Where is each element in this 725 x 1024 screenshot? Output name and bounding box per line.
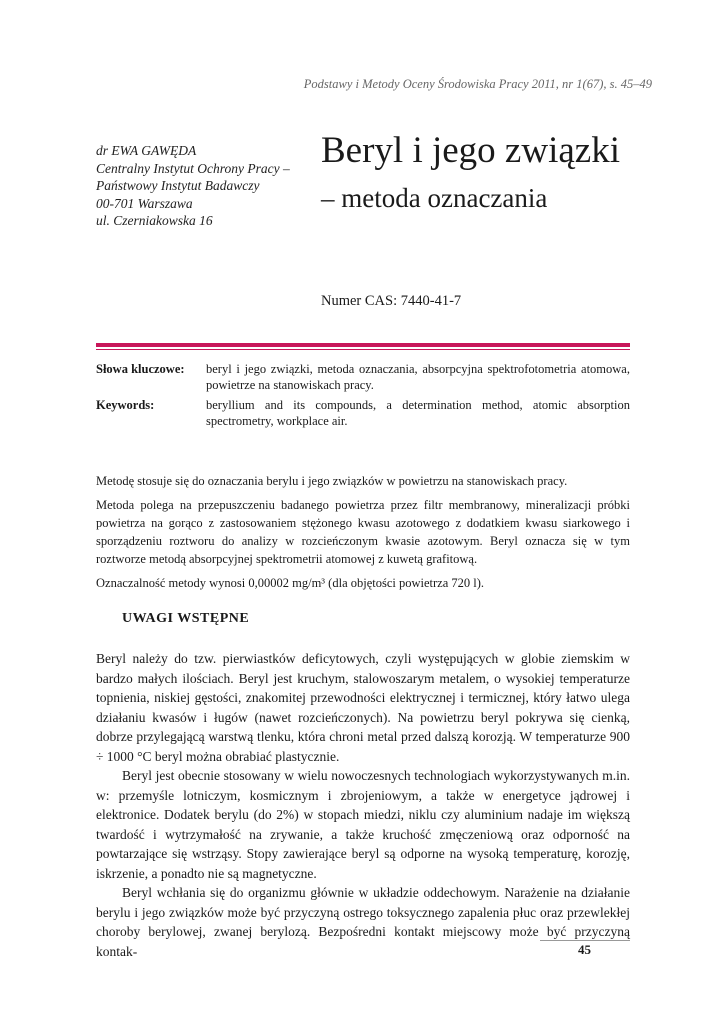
author-affiliation-line-2: Państwowy Instytut Badawczy <box>96 178 260 193</box>
divider-thick <box>96 343 630 347</box>
main-paragraph-2: Beryl jest obecnie stosowany w wielu nowoczesnych technologiach wykorzystywanych m.in. w: przemyśle lotniczym, kosmicznym i zbrojeniowym, a także w energetyce jądrowej i elektronice. Dodatek berylu (do 2%) w stopach miedzi, niklu czy aluminium nadaje im większą twardość i wytrzymałość na zrywanie, a także kruchość zmęczeniową oraz odporność na powtarzające się wstrząsy. Stopy zawierające beryl są odporne na wysoką temperaturę, korozję, iskrzenie, a ponadto nie są magnetyczne. <box>96 768 630 881</box>
page-number: 45 <box>578 942 591 957</box>
divider-thin <box>96 349 630 350</box>
abstract-paragraph-1: Metodę stosuje się do oznaczania berylu i jego związków w powietrzu na stanowiskach pracy. <box>96 474 568 488</box>
author-name: dr EWA GAWĘDA <box>96 143 197 158</box>
keywords-en-label: Keywords: <box>96 398 155 412</box>
keywords-pl-label: Słowa kluczowe: <box>96 362 185 376</box>
abstract-paragraph-2: Metoda polega na przepuszczeniu badanego powietrza przez filtr membranowy, mineralizacji próbki powietrza na gorąco z zastosowaniem stężonego kwasu azotowego z dodatkiem kwasu siarkowego i sporządzeniu roztworu do analizy w rozcieńczonym kwasie azotowym. Beryl oznacza się w tym roztworze metodą absorpcyjnej spektrometrii atomowej z kuwetą grafitową. <box>96 498 630 566</box>
keywords-pl-row <box>96 361 630 393</box>
cas-number: Numer CAS: 7440-41-7 <box>321 293 462 309</box>
author-address-street: ul. Czerniakowska 16 <box>96 213 213 228</box>
author-block <box>96 142 290 230</box>
main-text <box>96 649 630 961</box>
main-paragraph-3: Beryl wchłania się do organizmu głównie w układzie oddechowym. Narażenie na działanie berylu i jego związków może być przyczyną ostrego toksycznego zapalenia płuc oraz przewlekłej choroby berylowej, zwanej berylozą. Bezpośredni kontakt miejscowy może być przyczyną kontak- <box>96 885 630 959</box>
abstract <box>96 472 630 598</box>
main-paragraph-1: Beryl należy do tzw. pierwiastków deficytowych, czyli występujących w globie ziemskim w bardzo małych ilościach. Beryl jest kruchym, stalowoszarym metalem, o wysokiej temperaturze topnienia, niskiej gęstości, znakomitej przewodności elektrycznej i termicznej, który łatwo ulega działaniu kwasów i ługów (nawet rozcieńczonych). Na powietrzu beryl pokrywa się cienką, dobrze przylegającą warstwą tlenku, która chroni metal przed dalszą korozją. W temperaturze 900 ÷ 1000 °C beryl można obrabiać plastycznie. <box>96 651 630 764</box>
footer-rule <box>540 940 630 941</box>
article-subtitle: – metoda oznaczania <box>321 183 548 213</box>
journal-citation: Podstawy i Metody Oceny Środowiska Pracy 2011, nr 1(67), s. 45–49 <box>303 77 652 91</box>
abstract-paragraph-3: Oznaczalność metody wynosi 0,00002 mg/m³ (dla objętości powietrza 720 l). <box>96 576 485 590</box>
author-address-city: 00-701 Warszawa <box>96 195 193 211</box>
keywords-en-row <box>96 397 630 429</box>
article-title: Beryl i jego związki <box>321 130 620 171</box>
author-affiliation-line-1: Centralny Instytut Ochrony Pracy – <box>96 160 290 176</box>
keywords-pl-text: beryl i jego związki, metoda oznaczania, absorpcyjna spektrofotometria atomowa, powietrze na stanowiskach pracy. <box>206 362 630 392</box>
section-heading: UWAGI WSTĘPNE <box>122 611 250 626</box>
keywords-en-text: beryllium and its compounds, a determination method, atomic absorption spectrometry, workplace air. <box>206 398 630 428</box>
